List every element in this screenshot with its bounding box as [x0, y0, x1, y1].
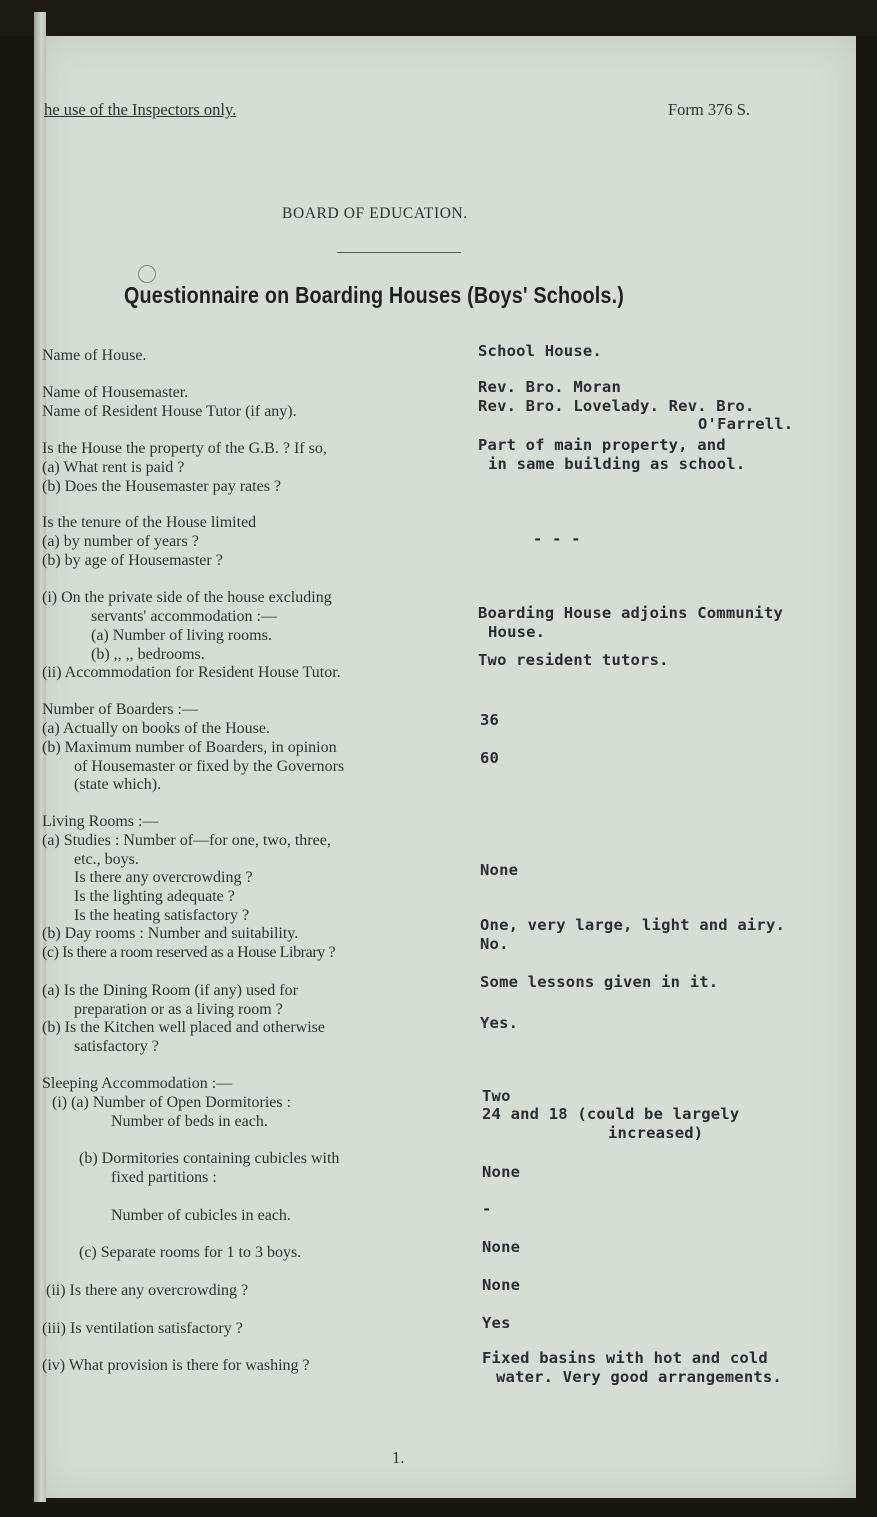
answer-property: Part of main property, and	[478, 436, 726, 454]
question-overcrowding: Is there any overcrowding ?	[74, 869, 253, 886]
question-sleeping: Sleeping Accommodation :—	[42, 1075, 233, 1092]
form-number: Form 376 S.	[668, 100, 751, 119]
page-number: 1.	[392, 1448, 405, 1467]
answer-day-rooms: One, very large, light and airy.	[480, 916, 786, 934]
question-beds-each: Number of beds in each.	[111, 1113, 268, 1130]
question-boarders-max-2: of Housemaster or fixed by the Governors	[74, 758, 345, 775]
scan-edge-shadow	[0, 0, 877, 36]
answer-tenure: - - -	[533, 530, 581, 548]
question-day-rooms: (b) Day rooms : Number and suitability.	[42, 925, 299, 942]
question-tenure-age: (b) by age of Housemaster ?	[42, 552, 223, 569]
answer-washing: Fixed basins with hot and cold	[482, 1349, 768, 1367]
question-dining-room: (a) Is the Dining Room (if any) used for	[42, 982, 298, 999]
answer-washing-2: water. Very good arrangements.	[496, 1368, 782, 1386]
answer-private-side: Boarding House adjoins Community	[478, 604, 784, 622]
answer-name-of-house: School House.	[478, 342, 602, 360]
question-housemaster: Name of Housemaster.	[42, 384, 189, 401]
question-resident-tutor: Name of Resident House Tutor (if any).	[42, 403, 297, 420]
question-boarders-max-3: (state which).	[74, 776, 162, 793]
heading-divider	[337, 252, 461, 253]
punch-hole-mark	[138, 265, 156, 283]
question-sleeping-overcrowding: (ii) Is there any overcrowding ?	[46, 1282, 249, 1299]
question-washing: (iv) What provision is there for washing ?	[42, 1357, 310, 1374]
question-boarders-max: (b) Maximum number of Boarders, in opinion	[42, 739, 337, 756]
answer-dining-room: Some lessons given in it.	[480, 973, 719, 991]
question-living-rooms-heading: Living Rooms :—	[42, 813, 159, 830]
question-library: (c) Is there a room reserved as a House Library ?	[42, 944, 336, 961]
question-boarders: Number of Boarders :—	[42, 701, 198, 718]
answer-boarders-actual: 36	[480, 711, 500, 729]
answer-open-dormitories: Two	[482, 1087, 511, 1105]
answer-ventilation: Yes	[482, 1314, 511, 1332]
question-rent: (a) What rent is paid ?	[42, 459, 185, 476]
question-studies: (a) Studies : Number of—for one, two, three,	[42, 832, 331, 849]
binding-spine	[34, 12, 46, 1502]
question-kitchen: (b) Is the Kitchen well placed and otherwise	[42, 1019, 326, 1036]
board-heading: BOARD OF EDUCATION.	[282, 205, 468, 222]
question-studies-2: etc., boys.	[74, 851, 139, 868]
answer-beds-each: 24 and 18 (could be largely	[482, 1105, 740, 1123]
answer-library: No.	[480, 935, 509, 953]
question-kitchen-2: satisfactory ?	[74, 1038, 159, 1055]
question-tutor-accommodation: (ii) Accommodation for Resident House Tutor.	[42, 664, 341, 681]
answer-private-side-2: House.	[488, 623, 546, 641]
question-lighting: Is the lighting adequate ?	[74, 888, 235, 905]
answer-cubicle-dormitories: None	[482, 1163, 521, 1181]
question-tenure-years: (a) by number of years ?	[42, 533, 199, 550]
question-fixed-partitions: fixed partitions :	[111, 1169, 217, 1186]
answer-tutor-accommodation: Two resident tutors.	[478, 651, 669, 669]
question-heating: Is the heating satisfactory ?	[74, 907, 250, 924]
answer-separate-rooms: None	[482, 1238, 521, 1256]
question-property: Is the House the property of the G.B. ? If so,	[42, 440, 327, 457]
answer-cubicles-each: -	[482, 1200, 492, 1218]
question-boarders-actual: (a) Actually on books of the House.	[42, 720, 270, 737]
question-separate-rooms: (c) Separate rooms for 1 to 3 boys.	[79, 1244, 302, 1261]
question-living-rooms: (a) Number of living rooms.	[91, 627, 272, 644]
inspectors-only-note: he use of the Inspectors only.	[44, 100, 237, 119]
page-title: Questionnaire on Boarding Houses (Boys' Schools.)	[124, 282, 625, 308]
question-private-side: (i) On the private side of the house excluding	[42, 589, 332, 606]
answer-kitchen: Yes.	[480, 1014, 519, 1032]
answer-resident-tutor: Rev. Bro. Lovelady. Rev. Bro.	[478, 397, 755, 415]
answer-housemaster: Rev. Bro. Moran	[478, 378, 621, 396]
question-private-side-cont: servants' accommodation :—	[91, 608, 277, 625]
answer-boarders-max: 60	[480, 749, 500, 767]
answer-studies: None	[480, 861, 519, 879]
answer-sleeping-overcrowding: None	[482, 1276, 521, 1294]
answer-property-2: in same building as school.	[488, 455, 746, 473]
question-bedrooms: (b) ,, ,, bedrooms.	[91, 646, 205, 663]
question-dining-room-2: preparation or as a living room ?	[74, 1001, 283, 1018]
question-cubicle-dormitories: (b) Dormitories containing cubicles with	[79, 1150, 340, 1167]
question-tenure: Is the tenure of the House limited	[42, 514, 257, 531]
question-rates: (b) Does the Housemaster pay rates ?	[42, 478, 282, 495]
question-cubicles-each: Number of cubicles in each.	[111, 1207, 291, 1224]
answer-beds-each-2: increased)	[608, 1124, 704, 1142]
answer-resident-tutor-2: O'Farrell.	[698, 415, 794, 433]
question-open-dormitories: (i) (a) Number of Open Dormitories :	[52, 1094, 292, 1111]
question-name-of-house: Name of House.	[42, 347, 147, 364]
question-ventilation: (iii) Is ventilation satisfactory ?	[42, 1320, 243, 1337]
